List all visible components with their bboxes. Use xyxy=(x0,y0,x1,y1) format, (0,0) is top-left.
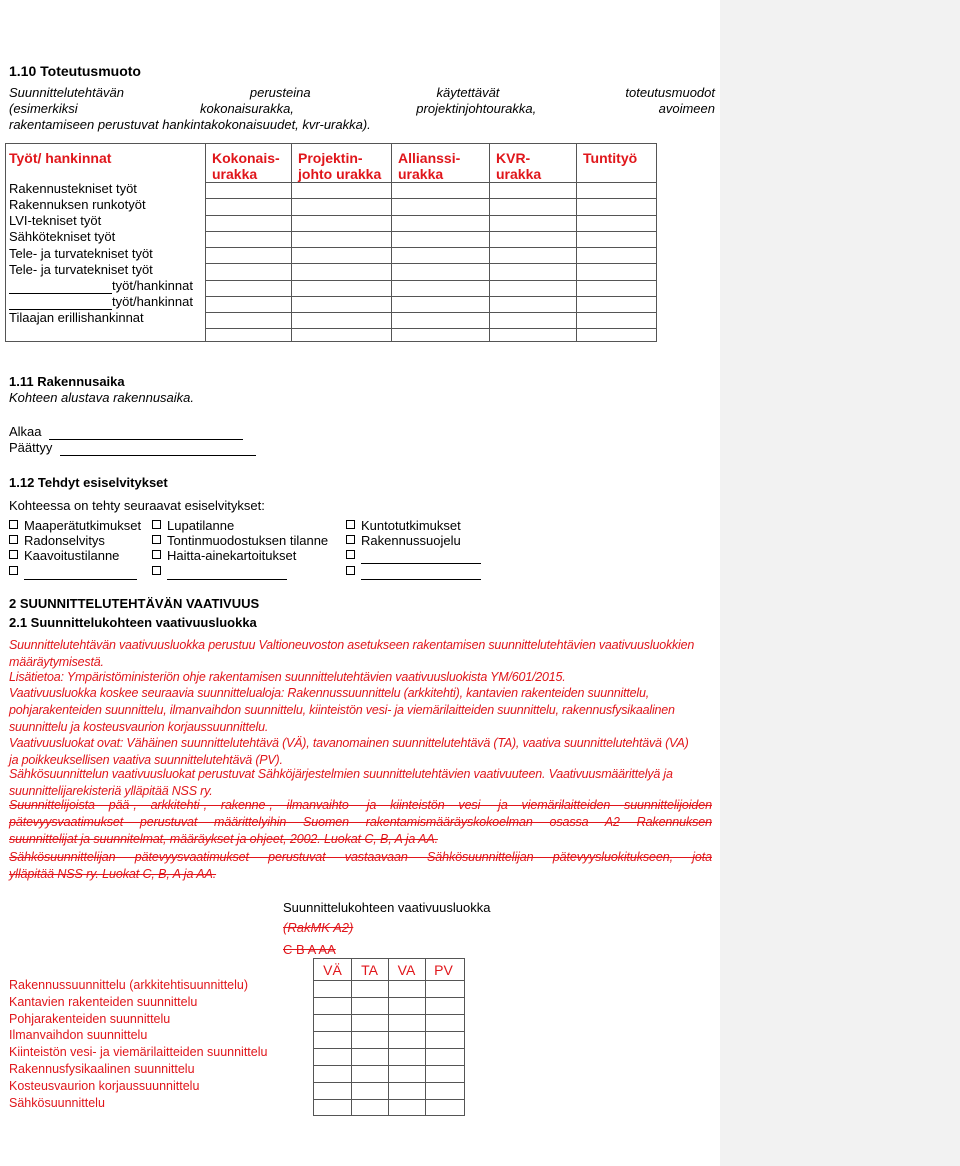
checkbox[interactable] xyxy=(346,535,355,544)
discipline-item: Kosteusvaurion korjaussuunnittelu xyxy=(9,1078,200,1093)
section-1-11-subtitle: Kohteen alustava rakennusaika. xyxy=(9,390,195,405)
works-header: Työt/ hankinnat xyxy=(9,150,112,166)
checkbox-item[interactable] xyxy=(152,564,287,580)
checkbox-item[interactable]: Radonselvitys xyxy=(9,533,105,549)
section-1-10-heading: 1.10 Toteutusmuoto xyxy=(9,63,141,79)
class-header: PV xyxy=(434,962,453,978)
class-header: VÄ xyxy=(323,962,342,978)
col-allianssiurakka: Allianssi- urakka xyxy=(398,150,461,182)
discipline-list xyxy=(9,977,267,1111)
comment-sidebar xyxy=(720,0,960,1166)
table-row-label: LVI-tekniset työt xyxy=(9,213,102,228)
section-2-heading: 2 SUUNNITTELUTEHTÄVÄN VAATIVUUS xyxy=(9,596,260,611)
checkbox-item[interactable] xyxy=(346,564,481,580)
discipline-item: Kantavien rakenteiden suunnittelu xyxy=(9,994,198,1009)
checkbox-item[interactable]: Tontinmuodostuksen tilanne xyxy=(152,533,328,549)
section-2-1-heading: 2.1 Suunnittelukohteen vaativuusluokka xyxy=(9,615,257,630)
col-tuntityo: Tuntityö xyxy=(583,150,638,166)
checkbox-item[interactable] xyxy=(9,564,137,580)
paragraph-electrical: Sähkösuunnittelun vaativuusluokat perustuvat Sähköjärjestelmien suunnittelutehtävien vaativuuteen. Vaativuusmäärittelyä ja suunnittelijarekisteriä ylläpitää NSS ry. xyxy=(9,767,673,798)
checkbox[interactable] xyxy=(9,550,18,559)
checkbox[interactable] xyxy=(346,550,355,559)
table-row-label: Tilaajan erillishankinnat xyxy=(9,310,144,325)
table-row-label: Tele- ja turvatekniset työt xyxy=(9,246,153,261)
paragraph-more-info: Lisätietoa: Ympäristöministeriön ohje rakentamisen suunnittelutehtävien vaativuusluokista YM/601/2015. xyxy=(9,670,566,684)
class-table-old-classes: C B A AA xyxy=(283,942,336,957)
checkbox[interactable] xyxy=(346,520,355,529)
checkbox-item[interactable]: Kuntotutkimukset xyxy=(346,518,461,534)
checkbox-item[interactable] xyxy=(346,548,481,564)
implementation-table xyxy=(5,143,657,342)
section-1-10-intro: Suunnittelutehtävän perusteina käytettävät toteutusmuodot (esimerkiksi kokonaisurakka, projektinjohtourakka, avoimeen rakentamiseen perustuvat hankintakokonaisuudet, kvr-urakka). xyxy=(9,85,715,132)
checkbox[interactable] xyxy=(346,566,355,575)
discipline-item: Sähkösuunnittelu xyxy=(9,1095,105,1110)
section-1-12-intro: Kohteessa on tehty seuraavat esiselvitykset: xyxy=(9,498,265,513)
discipline-item: Pohjarakenteiden suunnittelu xyxy=(9,1011,171,1026)
section-1-11-heading: 1.11 Rakennusaika xyxy=(9,374,125,389)
checkbox-item[interactable]: Lupatilanne xyxy=(152,518,234,534)
checkbox[interactable] xyxy=(9,520,18,529)
checkbox[interactable] xyxy=(9,535,18,544)
section-1-12-heading: 1.12 Tehdyt esiselvitykset xyxy=(9,475,168,490)
start-date-field[interactable]: Alkaa xyxy=(9,424,243,440)
table-row-label: työt/hankinnat xyxy=(9,278,193,294)
checkbox[interactable] xyxy=(152,520,161,529)
col-kvr-urakka: KVR- urakka xyxy=(496,150,542,182)
paragraph-disciplines: Vaativuusluokka koskee seuraavia suunnittelualoja: Rakennussuunnittelu (arkkitehti), kantavien rakenteiden suunnittelu, pohjarakenteiden suunnittelu, ilmanvaihdon suunnittelu, kiinteistön vesi- ja viemärilaitteiden suunnittelu, rakennusfysikaalinen suunnittelu ja kosteusvaurion korjaussuunnittelu. xyxy=(9,686,675,734)
checkbox-item[interactable]: Kaavoitustilanne xyxy=(9,548,119,564)
end-date-field[interactable]: Päättyy xyxy=(9,440,256,456)
table-row-label: Rakennuksen runkotyöt xyxy=(9,197,146,212)
discipline-item: Rakennusfysikaalinen suunnittelu xyxy=(9,1061,195,1076)
col-kokonaisurakka: Kokonais- urakka xyxy=(212,150,280,182)
discipline-item: Rakennussuunnittelu (arkkitehtisuunnittelu) xyxy=(9,978,249,992)
checkbox[interactable] xyxy=(152,566,161,575)
class-table-title: Suunnittelukohteen vaativuusluokka xyxy=(283,900,491,915)
col-projektinjohtourakka: Projektin- johto urakka xyxy=(298,150,382,182)
checkbox[interactable] xyxy=(9,566,18,575)
checkbox[interactable] xyxy=(152,535,161,544)
checkbox-item[interactable]: Maaperätutkimukset xyxy=(9,518,141,534)
class-table xyxy=(313,958,465,1116)
table-row-label: Tele- ja turvatekniset työt xyxy=(9,262,153,277)
class-table-ref: (RakMK A2) xyxy=(283,920,354,935)
class-header: TA xyxy=(361,962,378,978)
table-row-label: Rakennustekniset työt xyxy=(9,181,137,196)
checkbox[interactable] xyxy=(152,550,161,559)
class-header: VA xyxy=(397,962,416,978)
checkbox-item[interactable]: Rakennussuojelu xyxy=(346,533,461,549)
paragraph-classes: Vaativuusluokat ovat: Vähäinen suunnittelutehtävä (VÄ), tavanomainen suunnittelutehtävä (TA), vaativa suunnittelutehtävä (VA) ja poikkeuksellisen vaativa suunnittelutehtävä (PV). xyxy=(9,736,689,767)
paragraph-deleted-electrical: Sähkösuunnittelijan pätevyysvaatimukset perustuvat vastaavaan Sähkösuunnittelijan pätevyysluokitukseen, jota ylläpitää NSS ry. Luokat C, B, A ja AA. xyxy=(9,850,712,881)
paragraph-basis: Suunnittelutehtävän vaativuusluokka perustuu Valtioneuvoston asetukseen rakentamisen suunnittelutehtävien vaativuusluokkien määräytymisestä. xyxy=(9,638,695,669)
paragraph-deleted-qualifications: Suunnittelijoista pää-, arkkitehti-, rakenne-, ilmanvaihto- ja kiinteistön vesi- ja viemärilaitteiden suunnittelijoiden pätevyysvaatimukset perustuvat määrittelyihin Suomen rakentamismääräyskokoelman osassa A2 Rakennuksen suunnittelijat ja suunnitelmat, määräykset ja ohjeet, 2002. Luokat C, B, A ja AA. xyxy=(9,798,712,846)
discipline-item: Kiinteistön vesi- ja viemärilaitteiden suunnittelu xyxy=(9,1045,268,1060)
table-row-label: Sähkötekniset työt xyxy=(9,229,116,244)
checkbox-item[interactable]: Haitta-ainekartoitukset xyxy=(152,548,296,564)
table-row-label: työt/hankinnat xyxy=(9,294,193,310)
discipline-item: Ilmanvaihdon suunnittelu xyxy=(9,1028,148,1043)
